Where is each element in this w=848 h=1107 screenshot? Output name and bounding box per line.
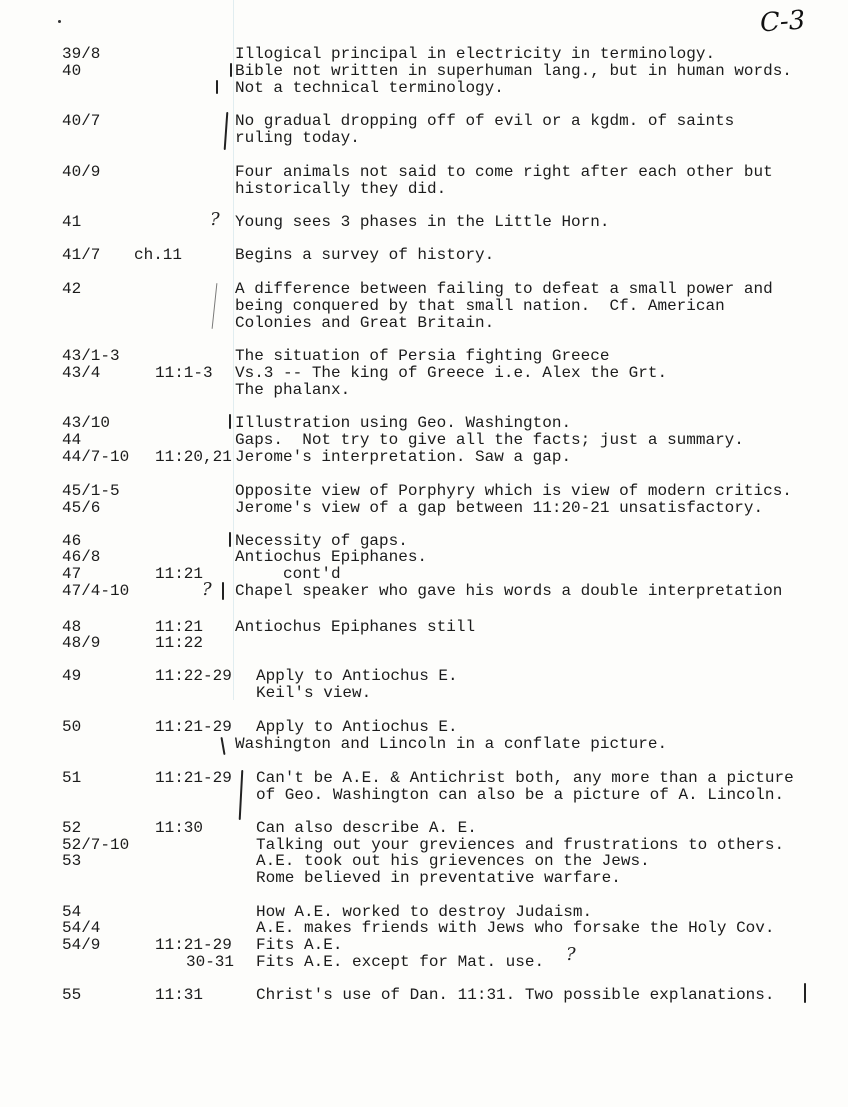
handwritten-question-mark: ?	[566, 944, 576, 965]
note-text-line: Jerome's interpretation. Saw a gap.	[235, 448, 572, 466]
note-text-line: Chapel speaker who gave his words a double interpretation	[235, 582, 783, 600]
note-text-line: No gradual dropping off of evil or a kgdm. of saints	[235, 112, 735, 130]
page-reference: 45/1-5	[62, 482, 120, 500]
page-reference: 43/4	[62, 364, 101, 382]
handwritten-bracket-mark	[239, 770, 244, 820]
verse-reference: 30-31	[186, 953, 235, 971]
note-text-line: ruling today.	[235, 128, 360, 147]
note-text-line: historically they did.	[235, 179, 447, 198]
page-reference: 43/10	[62, 414, 111, 432]
note-text-line: cont'd	[235, 565, 341, 583]
note-text-line: Colonies and Great Britain.	[235, 313, 495, 332]
note-text-line: Apply to Antiochus E.	[256, 667, 458, 685]
page-reference: 48	[62, 618, 82, 636]
handwritten-tick-mark	[216, 80, 218, 94]
note-text-line: Fits A.E.	[256, 936, 343, 954]
page-reference: 39/8	[62, 45, 101, 63]
note-text-line: Keil's view.	[256, 683, 372, 702]
note-text-line: Can also describe A. E.	[256, 819, 477, 837]
note-text-line: A.E. took out his grievences on the Jews.	[256, 852, 650, 870]
verse-reference: 11:22-29	[155, 667, 232, 685]
note-text-line: Christ's use of Dan. 11:31. Two possible explanations.	[256, 986, 775, 1004]
page-reference: 54	[62, 903, 82, 921]
note-text-line: Opposite view of Porphyry which is view of modern critics.	[235, 482, 792, 500]
note-text-line: Apply to Antiochus E.	[256, 718, 458, 736]
verse-reference: ch.11	[134, 246, 183, 264]
note-text-line: Vs.3 -- The king of Greece i.e. Alex the Grt.	[235, 364, 668, 382]
verse-reference: 11:31	[155, 986, 204, 1004]
handwritten-tick-mark	[229, 414, 231, 429]
note-text-line: Rome believed in preventative warfare.	[256, 868, 621, 887]
page-reference: 46	[62, 532, 82, 550]
handwritten-tick-mark	[229, 532, 231, 547]
handwritten-bracket-mark	[212, 283, 218, 329]
note-text-line: A.E. makes friends with Jews who forsake the Holy Cov.	[256, 919, 775, 937]
page-reference: 53	[62, 852, 82, 870]
note-text-line: Fits A.E. except for Mat. use.	[256, 953, 545, 971]
page-reference: 40	[62, 62, 82, 80]
note-text-line: The phalanx.	[235, 380, 351, 399]
note-text-line: Begins a survey of history.	[235, 246, 495, 264]
note-text-line: A difference between failing to defeat a small power and	[235, 280, 773, 298]
note-text-line: Necessity of gaps.	[235, 532, 408, 550]
note-text-line: Can't be A.E. & Antichrist both, any more than a picture	[256, 769, 794, 787]
note-text-line: Not a technical terminology.	[235, 78, 504, 97]
page-reference: 41	[62, 213, 82, 231]
page-reference: 45/6	[62, 499, 101, 517]
note-text-line: Jerome's view of a gap between 11:20-21 unsatisfactory.	[235, 499, 764, 517]
note-text-line: of Geo. Washington can also be a picture of A. Lincoln.	[256, 785, 785, 804]
verse-reference: 11:21-29	[155, 936, 232, 954]
handwritten-tick-mark	[230, 63, 232, 77]
note-text-line: being conquered by that small nation. Cf. American	[235, 296, 725, 315]
verse-reference: 11:21	[155, 618, 204, 636]
page-reference: 40/7	[62, 112, 101, 130]
note-text-line: Antiochus Epiphanes still	[235, 618, 476, 636]
handwritten-bracket-mark	[224, 112, 229, 150]
note-text-line: Bible not written in superhuman lang., but in human words.	[235, 62, 792, 80]
page-reference: 41/7	[62, 246, 101, 264]
note-text-line: Antiochus Epiphanes.	[235, 548, 428, 566]
page-reference: 46/8	[62, 548, 101, 566]
handwritten-slash-mark	[220, 737, 225, 755]
page-reference: 47	[62, 565, 82, 583]
page-label: C-3	[758, 5, 807, 39]
verse-reference: 11:21-29	[155, 769, 232, 787]
page-reference: 50	[62, 718, 82, 736]
page-reference: 44	[62, 431, 82, 449]
note-text-line: Four animals not said to come right after each other but	[235, 163, 773, 181]
note-text-line: Talking out your greviences and frustrations to others.	[256, 836, 785, 854]
verse-reference: 11:30	[155, 819, 204, 837]
handwritten-tick-mark	[804, 983, 806, 1003]
note-text-line: Washington and Lincoln in a conflate picture.	[235, 735, 668, 753]
verse-reference: 11:1-3	[155, 364, 213, 382]
verse-reference: 11:21-29	[155, 718, 232, 736]
page-reference: 47/4-10	[62, 582, 130, 600]
handwritten-bracket-mark	[222, 582, 224, 600]
note-text-line: Young sees 3 phases in the Little Horn.	[235, 213, 610, 231]
page-reference: 42	[62, 280, 82, 298]
note-text-line: How A.E. worked to destroy Judaism.	[256, 903, 593, 921]
page-reference: 55	[62, 986, 82, 1004]
verse-reference: 11:22	[155, 634, 204, 652]
handwritten-question-mark: ?	[210, 209, 220, 230]
margin-guide-line	[233, 0, 234, 700]
handwritten-question-mark: ?	[202, 579, 212, 600]
note-text-line: Gaps. Not try to give all the facts; just a summary.	[235, 431, 744, 449]
page-reference: 43/1-3	[62, 347, 120, 365]
page-reference: 49	[62, 667, 82, 685]
note-text-line: The situation of Persia fighting Greece	[235, 347, 610, 365]
page-reference: 51	[62, 769, 82, 787]
note-text-line: Illogical principal in electricity in terminology.	[235, 45, 716, 63]
verse-reference: 11:21	[155, 565, 204, 583]
page-reference: 44/7-10	[62, 448, 130, 466]
verse-reference: 11:20,21	[155, 448, 232, 466]
stray-mark	[58, 20, 61, 23]
page-reference: 54/4	[62, 919, 101, 937]
page-reference: 52	[62, 819, 82, 837]
page-reference: 54/9	[62, 936, 101, 954]
page-reference: 40/9	[62, 163, 101, 181]
note-text-line: Illustration using Geo. Washington.	[235, 414, 572, 432]
page-reference: 48/9	[62, 634, 101, 652]
page-reference: 52/7-10	[62, 836, 130, 854]
